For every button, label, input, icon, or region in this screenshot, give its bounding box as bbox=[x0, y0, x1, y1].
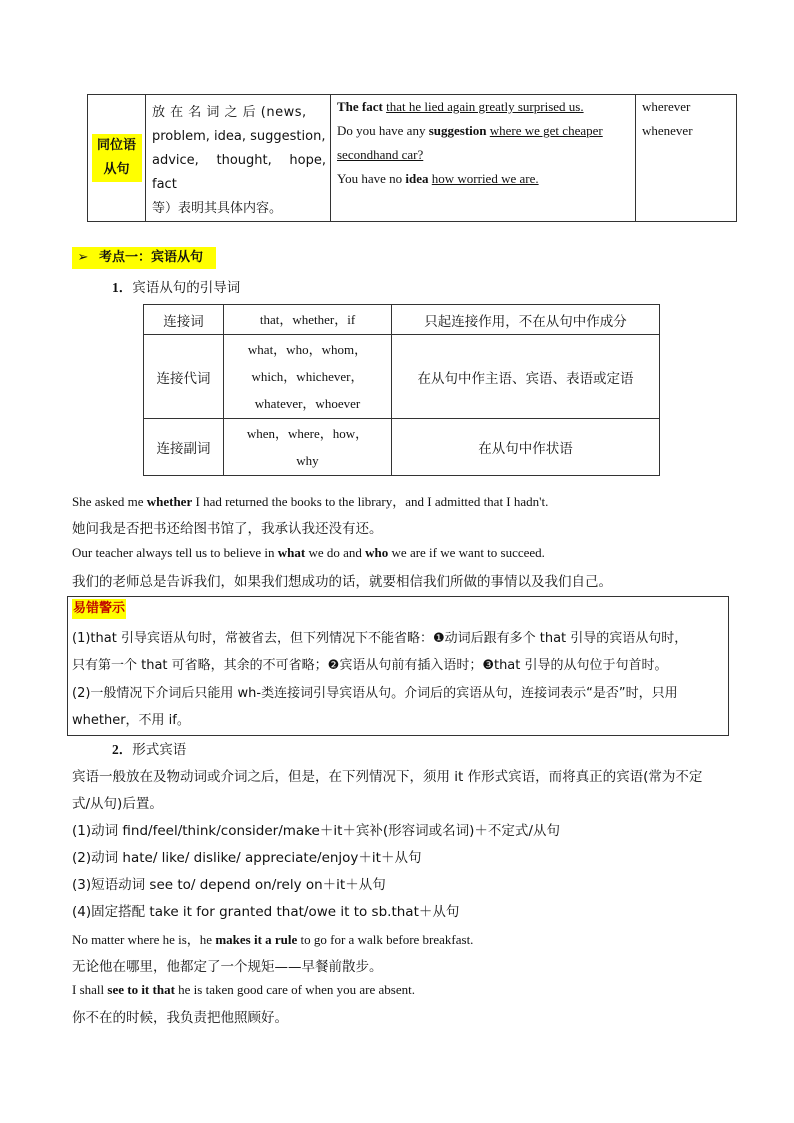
clause-type-cell bbox=[88, 95, 146, 222]
paragraph-line: 宾语一般放在及物动词或介词之后，但是，在下列情况下，须用 it 作形式宾语，而将真正的宾语(常为不定 bbox=[72, 769, 703, 785]
paragraph-line: 式/从句)后置。 bbox=[72, 796, 163, 812]
rule-item: (1)动词 find/feel/think/consider/make＋it＋宾补(形容词或名词)＋不定式/从句 bbox=[72, 823, 560, 839]
connector-type-cell: 连接副词 bbox=[144, 419, 224, 476]
key-point-heading: ➢ 考点一：宾语从句 bbox=[72, 247, 216, 269]
appositive-clause-table bbox=[87, 94, 737, 222]
example-translation: 我们的老师总是告诉我们，如果我们想成功的话，就要相信我们所做的事情以及我们自己。 bbox=[72, 574, 612, 590]
rule-item: (4)固定搭配 take it for granted that/owe it to sb.that＋从句 bbox=[72, 904, 460, 920]
example-translation: 你不在的时候，我负责把他照顾好。 bbox=[72, 1010, 288, 1026]
connector-type-cell: 连接代词 bbox=[144, 335, 224, 419]
table-row bbox=[88, 95, 737, 222]
table-row bbox=[144, 419, 660, 476]
connector-words-cell: when，where，how， why bbox=[224, 419, 392, 476]
warning-box bbox=[67, 596, 729, 736]
rule-item: (3)短语动词 see to/ depend on/rely on＋it＋从句 bbox=[72, 877, 386, 893]
connector-words-cell: what，who，whom， which，whichever， whatever，whoever bbox=[224, 335, 392, 419]
table-row bbox=[144, 335, 660, 419]
clause-examples-cell bbox=[331, 95, 636, 222]
example-translation: 无论他在哪里，他都定了一个规矩——早餐前散步。 bbox=[72, 959, 383, 975]
conjunctions-cell: wherever whenever bbox=[636, 95, 737, 222]
warning-line: (1)that 引导宾语从句时，常被省去，但下列情况下不能省略：❶动词后跟有多个 that 引导的宾语从句时， bbox=[72, 631, 688, 646]
example-sentence: I shall see to it that he is taken good care of when you are absent. bbox=[72, 982, 415, 997]
warning-line: (2)一般情况下介词后只能用 wh-类连接词引导宾语从句。介词后的宾语从句，连接词表示“是否”时，只用 bbox=[72, 686, 678, 701]
section-2-title: 2．形式宾语 bbox=[112, 742, 187, 758]
example-line: Do you have any suggestion where we get cheaper bbox=[337, 123, 603, 138]
clause-position-cell: 放 在 名 词 之 后 (news, problem, idea, suggestion, advice, thought, hope, fact 等）表明其具体内容。 bbox=[146, 95, 331, 222]
example-line: secondhand car? bbox=[337, 147, 424, 162]
example-line: You have no idea how worried we are. bbox=[337, 171, 539, 186]
example-line: The fact that he lied again greatly surprised us. bbox=[337, 99, 584, 114]
connector-table bbox=[143, 304, 660, 476]
connector-role-cell: 在从句中作状语 bbox=[392, 419, 660, 476]
example-sentence: Our teacher always tell us to believe in what we do and who we are if we want to succeed. bbox=[72, 545, 545, 560]
clause-type-label: 同位语 从句 bbox=[92, 134, 142, 182]
example-sentence: No matter where he is，he makes it a rule to go for a walk before breakfast. bbox=[72, 932, 474, 947]
connector-type-cell: 连接词 bbox=[144, 305, 224, 335]
example-translation: 她问我是否把书还给图书馆了，我承认我还没有还。 bbox=[72, 521, 383, 537]
warning-line: whether，不用 if。 bbox=[72, 713, 190, 728]
arrow-bullet-icon: ➢ bbox=[77, 250, 89, 265]
connector-role-cell: 只起连接作用，不在从句中作成分 bbox=[392, 305, 660, 335]
warning-title: 易错警示 bbox=[72, 599, 126, 619]
connector-role-cell: 在从句中作主语、宾语、表语或定语 bbox=[392, 335, 660, 419]
example-sentence: She asked me whether I had returned the books to the library，and I admitted that I hadn't. bbox=[72, 494, 549, 509]
rule-item: (2)动词 hate/ like/ dislike/ appreciate/enjoy＋it＋从句 bbox=[72, 850, 422, 866]
section-1-title: 1．宾语从句的引导词 bbox=[112, 280, 241, 296]
table-row bbox=[144, 305, 660, 335]
warning-line: 只有第一个 that 可省略，其余的不可省略；❷宾语从句前有插入语时；❸that 引导的从句位于句首时。 bbox=[72, 658, 668, 673]
connector-words-cell: that，whether，if bbox=[224, 305, 392, 335]
